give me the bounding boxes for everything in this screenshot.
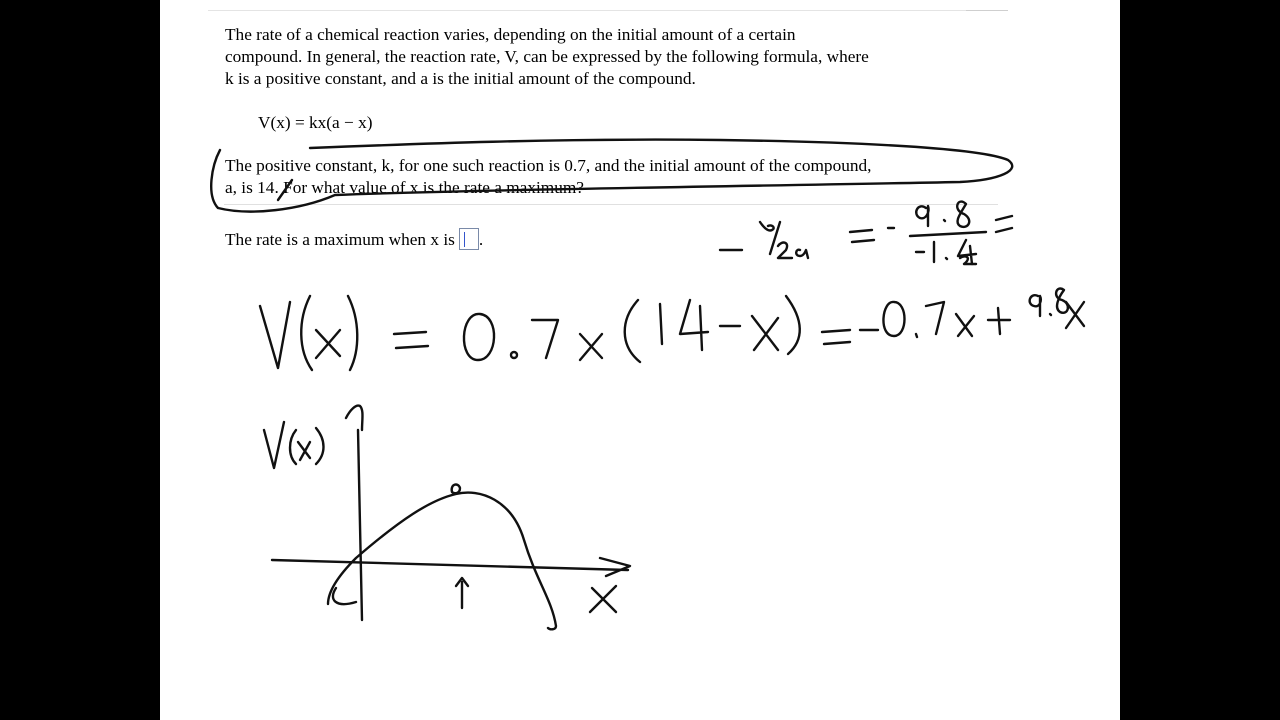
circle-annotation-slash [278,180,292,200]
answer-prefix: The rate is a maximum when x is [225,230,455,249]
answer-suffix: . [478,230,484,249]
eq-dot [1050,314,1051,315]
eq-x5 [1066,302,1084,328]
y-axis-arrow [346,406,363,430]
calc-equals-1 [850,230,874,242]
circle-annotation [211,140,1012,212]
eq-zero-2 [883,302,904,336]
eq-lparen [301,296,312,370]
eq-equals-2 [822,330,850,344]
question-line-2: a, is 14. For what value of x is the rate a maximum? [225,178,584,197]
eq-zero [464,314,494,360]
eq-sq [960,256,976,264]
eq-one [660,304,662,344]
calc-2a [778,243,808,258]
intro-line-2: compound. In general, the reaction rate, V, can be expressed by the following formula, where [225,47,869,66]
eq-rparen-2 [786,296,800,354]
eq-x4 [956,314,974,336]
vertex-mark [452,485,460,494]
eq-nine [1030,295,1041,316]
vertex-arrow [456,578,468,608]
eq-four [680,300,708,350]
eq-x1 [316,330,340,358]
question-line-1: The positive constant, k, for one such reaction is 0.7, and the initial amount of the compound, [225,156,872,175]
calc-fraction-bar [910,232,986,236]
eq-plus [988,308,1010,334]
graph-label-x [298,442,310,460]
y-axis [358,430,362,620]
rate-formula: V(x) = kx(a − x) [258,113,373,132]
calc-9 [916,206,928,226]
eq-x2 [580,334,602,360]
intro-line-3: k is a positive constant, and a is the initial amount of the compound. [225,69,696,88]
handwritten-annotations [160,0,1120,720]
worksheet-page [160,0,1120,720]
calc-dot [944,220,945,221]
eq-lparen-2 [625,300,640,362]
graph-label-rparen [316,428,324,464]
calc-8 [957,202,969,227]
x-axis-arrow [600,558,630,576]
eq-eight [1056,289,1068,313]
eq-seven-2 [926,302,944,334]
calc-equals-2 [996,216,1012,232]
eq-seven [532,320,558,358]
intro-line-1: The rate of a chemical reaction varies, depending on the initial amount of a certain [225,25,796,44]
eq-point [511,352,517,358]
eq-equals-1 [394,332,428,348]
eq-V [260,302,290,368]
eq-comma [916,334,917,337]
graph-label-V [264,422,284,468]
graph-label-x-axis [590,586,616,612]
calc-b [760,222,774,231]
x-axis [272,560,628,570]
eq-rparen [348,296,357,370]
graph-label-lparen [290,430,296,464]
parabola-left-tail [333,588,356,604]
eq-x3 [752,316,778,350]
